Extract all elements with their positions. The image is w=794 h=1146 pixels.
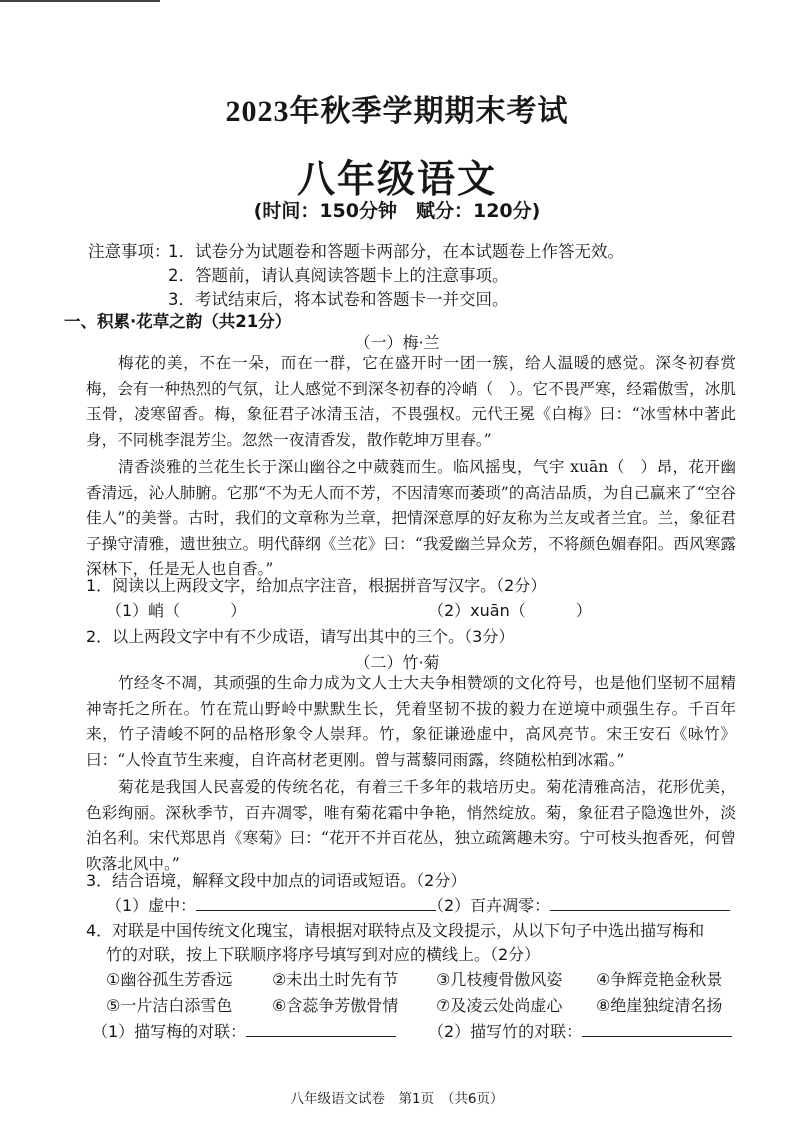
passage-chrysanthemum: 菊花是我国人民喜爱的传统名花，有着三千多年的栽培历史。菊花清雅高洁，花形优美，色彩绚丽。深秋季节，百卉凋零，唯有菊花霜中争艳，悄然绽放。菊，象征君子隐逸世外，淡泊名利。宋代郑思肖《寒菊》曰：“花开不并百花丛，独立疏篱趣未穷。宁可枝头抱香死，何曾吹落北风中。”: [86, 778, 736, 873]
question-3: 3．结合语境，解释文段中加点的词语或短语。（2分）: [86, 871, 467, 890]
note-item-3: 3．考试结束后，将本试卷和答题卡一并交回。: [168, 290, 509, 309]
exam-title: 2023年秋季学期期末考试: [225, 95, 569, 128]
answer-line-3-2[interactable]: [550, 896, 730, 911]
subject-title: 八年级语文: [296, 157, 497, 201]
answer-line-3-1[interactable]: [196, 896, 436, 911]
part-1-title: （一）梅·兰: [354, 333, 440, 352]
question-1-part-2: （2）xuān（ ）: [428, 601, 592, 620]
question-1-part-1: （1）峭（ ）: [106, 601, 247, 620]
option-8: ⑧绝崖独绽清名扬: [596, 996, 723, 1015]
note-item-2: 2．答题前，请认真阅读答题卡上的注意事项。: [168, 266, 509, 285]
option-6: ⑥含蕊争芳傲骨情: [272, 996, 399, 1015]
question-1-part-2-label: （2）xuān（: [428, 601, 526, 620]
scan-edge-line: [0, 0, 160, 2]
option-2: ②未出土时先有节: [272, 970, 399, 989]
question-4-line-2: 竹的对联，按上下联顺序将序号填写到对应的横线上。（2分）: [106, 945, 541, 964]
notes-label: 注意事项：: [88, 242, 171, 261]
answer-line-4-2[interactable]: [582, 1022, 732, 1037]
question-2: 2．以上两段文字中有不少成语，请写出其中的三个。（3分）: [86, 627, 515, 646]
time-score-info: (时间：150分钟 赋分：120分): [253, 200, 541, 222]
question-3-part-2: （2）百卉凋零：: [428, 893, 730, 916]
option-5: ⑤一片洁白添雪色: [106, 996, 233, 1015]
question-1: 1．阅读以上两段文字，给加点字注音，根据拼音写汉字。（2分）: [86, 576, 547, 595]
note-item-1: 1．试卷分为试题卷和答题卡两部分，在本试题卷上作答无效。: [168, 242, 624, 261]
option-3: ③几枝瘦骨傲风姿: [436, 970, 563, 989]
question-4-line-1: 4．对联是中国传统文化瑰宝，请根据对联特点及文段提示，从以下句子中选出描写梅和: [86, 921, 705, 940]
question-1-part-1-label: （1）峭（: [106, 601, 181, 620]
option-4: ④争辉竞艳金秋景: [596, 970, 723, 989]
passage-plum: 梅花的美，不在一朵，而在一群，它在盛开时一团一簇，给人温暖的感觉。深冬初春赏梅，会有一种热烈的气氛，让人感觉不到深冬初春的冷峭（ ）。它不畏严寒，经霜傲雪，冰肌玉骨，凌寒留香。梅，象征君子冰清玉洁，不畏强权。元代王冕《白梅》曰：“冰雪林中著此身，不同桃李混芳尘。忽然一夜清香发，散作乾坤万里春。”: [86, 354, 736, 449]
answer-line-4-1[interactable]: [246, 1022, 396, 1037]
question-4-part-1: （1）描写梅的对联：: [92, 1019, 396, 1042]
part-2-title: （二）竹·菊: [354, 653, 440, 672]
option-1: ①幽谷孤生芳香远: [106, 970, 233, 989]
passage-bamboo: 竹经冬不凋，其顽强的生命力成为文人士大夫争相赞颂的文化符号，也是他们坚韧不屈精神寄托之所在。竹在荒山野岭中默默生长，凭着坚韧不拔的毅力在逆境中顽强生存。千百年来，竹子清峻不阿的品格形象令人崇拜。竹，象征谦逊虚中，高风亮节。宋王安石《咏竹》曰：“人怜直节生来瘦，自许高材老更刚。曾与蒿藜同雨露，终随松柏到冰霜。”: [86, 674, 736, 769]
page-footer: 八年级语文试卷 第1页 （共6页）: [290, 1091, 504, 1107]
passage-orchid: 清香淡雅的兰花生长于深山幽谷之中葳蕤而生。临风摇曳，气宇 xuān（ ）昂，花开幽香清远，沁人肺腑。它那“不为无人而不芳，不因清寒而萎琐”的高洁品质，为自己赢来了“空谷佳人”的美誉。古时，我们的文章称为兰章，把情深意厚的好友称为兰友或者兰宜。兰，象征君子操守清雅，遗世独立。明代薛纲《兰花》曰：“我爱幽兰异众芳，不将颜色媚春阳。西风寒露深林下，任是无人也自香。”: [86, 458, 736, 578]
option-7: ⑦及凌云处尚虚心: [436, 996, 563, 1015]
question-3-part-1: （1）虚中：: [106, 893, 436, 916]
section-1-title: 一、积累·花草之韵（共21分）: [64, 312, 292, 331]
question-4-part-2: （2）描写竹的对联：: [428, 1019, 732, 1042]
